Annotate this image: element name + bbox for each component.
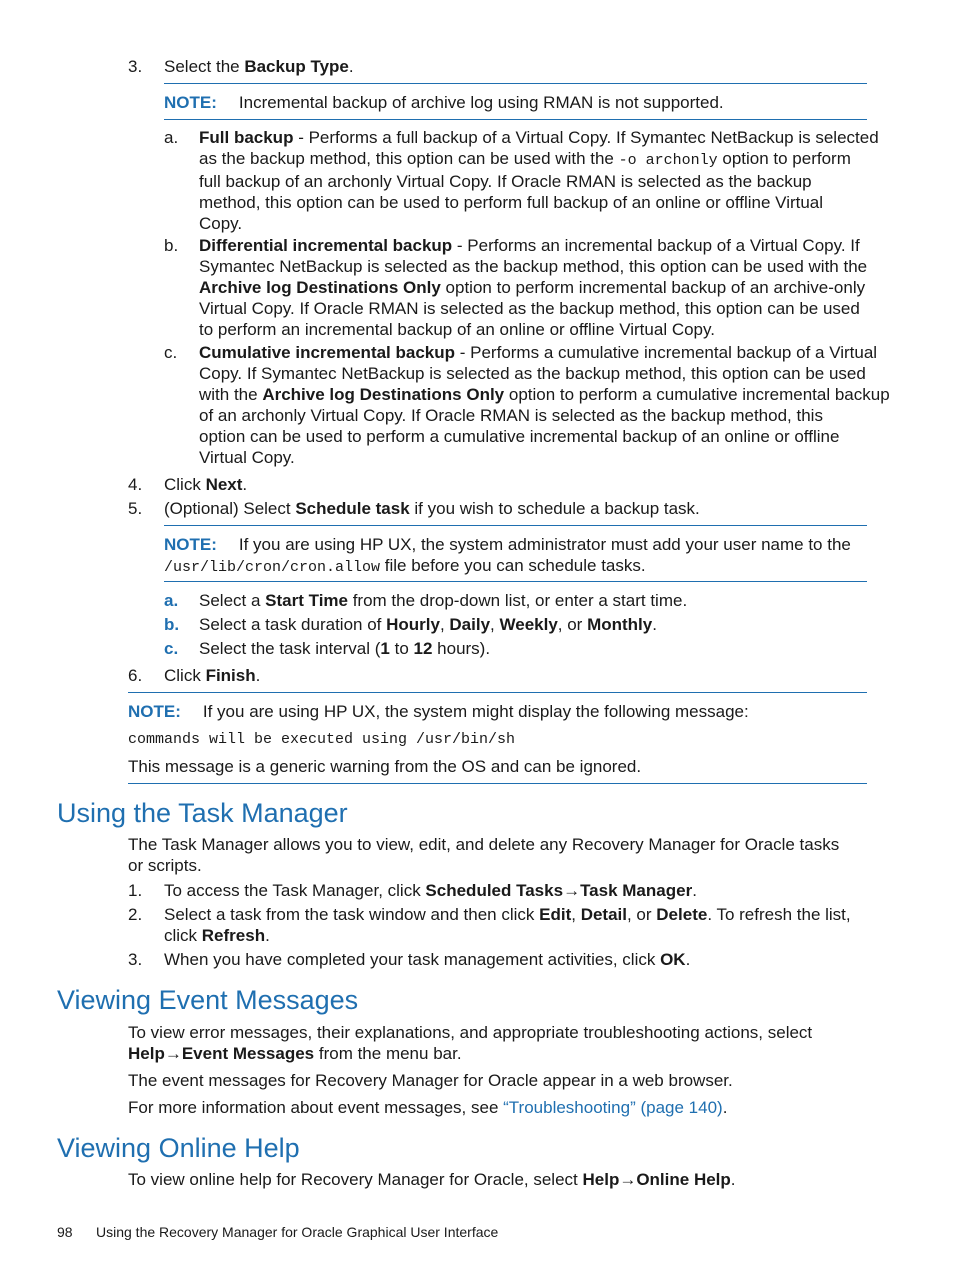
online-help-text: To view online help for Recovery Manager for Oracle, select Help→Online Help. bbox=[128, 1170, 736, 1189]
tm-step-3-text: When you have completed your task management activities, click OK. bbox=[164, 950, 691, 969]
note-1-bottom-rule bbox=[164, 119, 867, 120]
sub-b-letter: b. bbox=[164, 236, 179, 255]
step-5-text: (Optional) Select Schedule task if you wish to schedule a backup task. bbox=[164, 499, 700, 518]
note-3-code: commands will be executed using /usr/bin/sh bbox=[128, 731, 516, 748]
step-4-number: 4. bbox=[128, 475, 143, 494]
heading-online-help: Viewing Online Help bbox=[57, 1133, 300, 1163]
heading-task-manager: Using the Task Manager bbox=[57, 798, 348, 828]
footer-title: Using the Recovery Manager for Oracle Graphical User Interface bbox=[96, 1224, 499, 1240]
page-number: 98 bbox=[57, 1224, 73, 1240]
note-3-bottom-rule bbox=[128, 783, 867, 784]
troubleshooting-link[interactable]: “Troubleshooting” (page 140) bbox=[503, 1098, 723, 1117]
task-manager-intro: The Task Manager allows you to view, edit, and delete any Recovery Manager for Oracle tasks or scripts. bbox=[128, 835, 840, 875]
step-3-text: Select the Backup Type. bbox=[164, 57, 354, 76]
event-messages-p1: To view error messages, their explanations, and appropriate troubleshooting actions, select Help→Event Messages from the menu bar. bbox=[128, 1023, 813, 1063]
note-3-after: This message is a generic warning from the OS and can be ignored. bbox=[128, 757, 642, 776]
step-4-text: Click Next. bbox=[164, 475, 248, 494]
tm-step-3-number: 3. bbox=[128, 950, 143, 969]
sched-b-text: Select a task duration of Hourly, Daily, Weekly, or Monthly. bbox=[199, 615, 657, 634]
sub-a-full-backup: Full backup - Performs a full backup of a Virtual Copy. If Symantec NetBackup is selected as the backup method, this option can be used with the -o archonly option to perform full backup of an archonly Virtual Copy. If Oracle RMAN is selected as the backup method, this option can be used to perform full backup of an online or offline Virtual Copy. bbox=[199, 128, 879, 233]
tm-step-1-number: 1. bbox=[128, 881, 143, 900]
sched-c-text: Select the task interval (1 to 12 hours). bbox=[199, 639, 491, 658]
sub-c-cumulative-backup: Cumulative incremental backup - Performs a cumulative incremental backup of a Virtual Copy. If Symantec NetBackup is selected as the backup method, this option can be used with the Archive log Destinations Only option to perform a cumulative incremental backup of an archonly Virtual Copy. If Oracle RMAN is selected as the backup method, this option can be used to perform a cumulative incremental backup of an online or offline Virtual Copy. bbox=[199, 343, 890, 467]
tm-step-1-text: To access the Task Manager, click Scheduled Tasks→Task Manager. bbox=[164, 881, 697, 900]
note-2-top-rule bbox=[164, 525, 867, 526]
sched-a-text: Select a Start Time from the drop-down list, or enter a start time. bbox=[199, 591, 688, 610]
note-3-top-rule bbox=[128, 692, 867, 693]
sub-b-differential-backup: Differential incremental backup - Performs an incremental backup of a Virtual Copy. If Symantec NetBackup is selected as the backup method, this option can be used with the Archive log Destinations Only option to perform incremental backup of an archive-only Virtual Copy. If Oracle RMAN is selected as the backup method, this option can be used to perform an incremental backup of an online or offline Virtual Copy. bbox=[199, 236, 868, 339]
step-6-number: 6. bbox=[128, 666, 143, 685]
tm-step-2-number: 2. bbox=[128, 905, 143, 924]
note-2-bottom-rule bbox=[164, 581, 867, 582]
heading-event-messages: Viewing Event Messages bbox=[57, 985, 359, 1015]
note-2: NOTE: If you are using HP UX, the system administrator must add your user name to the /usr/lib/cron/cron.allow file before you can schedule tasks. bbox=[164, 535, 851, 576]
sub-c-letter: c. bbox=[164, 343, 178, 362]
sched-c-letter: c. bbox=[164, 639, 179, 658]
step-3-number: 3. bbox=[128, 57, 143, 76]
sched-a-letter: a. bbox=[164, 591, 179, 610]
note-1: NOTE: Incremental backup of archive log using RMAN is not supported. bbox=[164, 93, 724, 112]
note-3: NOTE: If you are using HP UX, the system might display the following message: bbox=[128, 702, 749, 721]
step-5-number: 5. bbox=[128, 499, 143, 518]
sched-b-letter: b. bbox=[164, 615, 180, 634]
event-messages-p2: The event messages for Recovery Manager for Oracle appear in a web browser. bbox=[128, 1071, 733, 1090]
note-1-top-rule bbox=[164, 83, 867, 84]
sub-a-letter: a. bbox=[164, 128, 179, 147]
event-messages-p3: For more information about event messages, see “Troubleshooting” (page 140). bbox=[128, 1098, 728, 1117]
tm-step-2-text: Select a task from the task window and then click Edit, Detail, or Delete. To refresh the list, click Refresh. bbox=[164, 905, 851, 945]
step-6-text: Click Finish. bbox=[164, 666, 261, 685]
